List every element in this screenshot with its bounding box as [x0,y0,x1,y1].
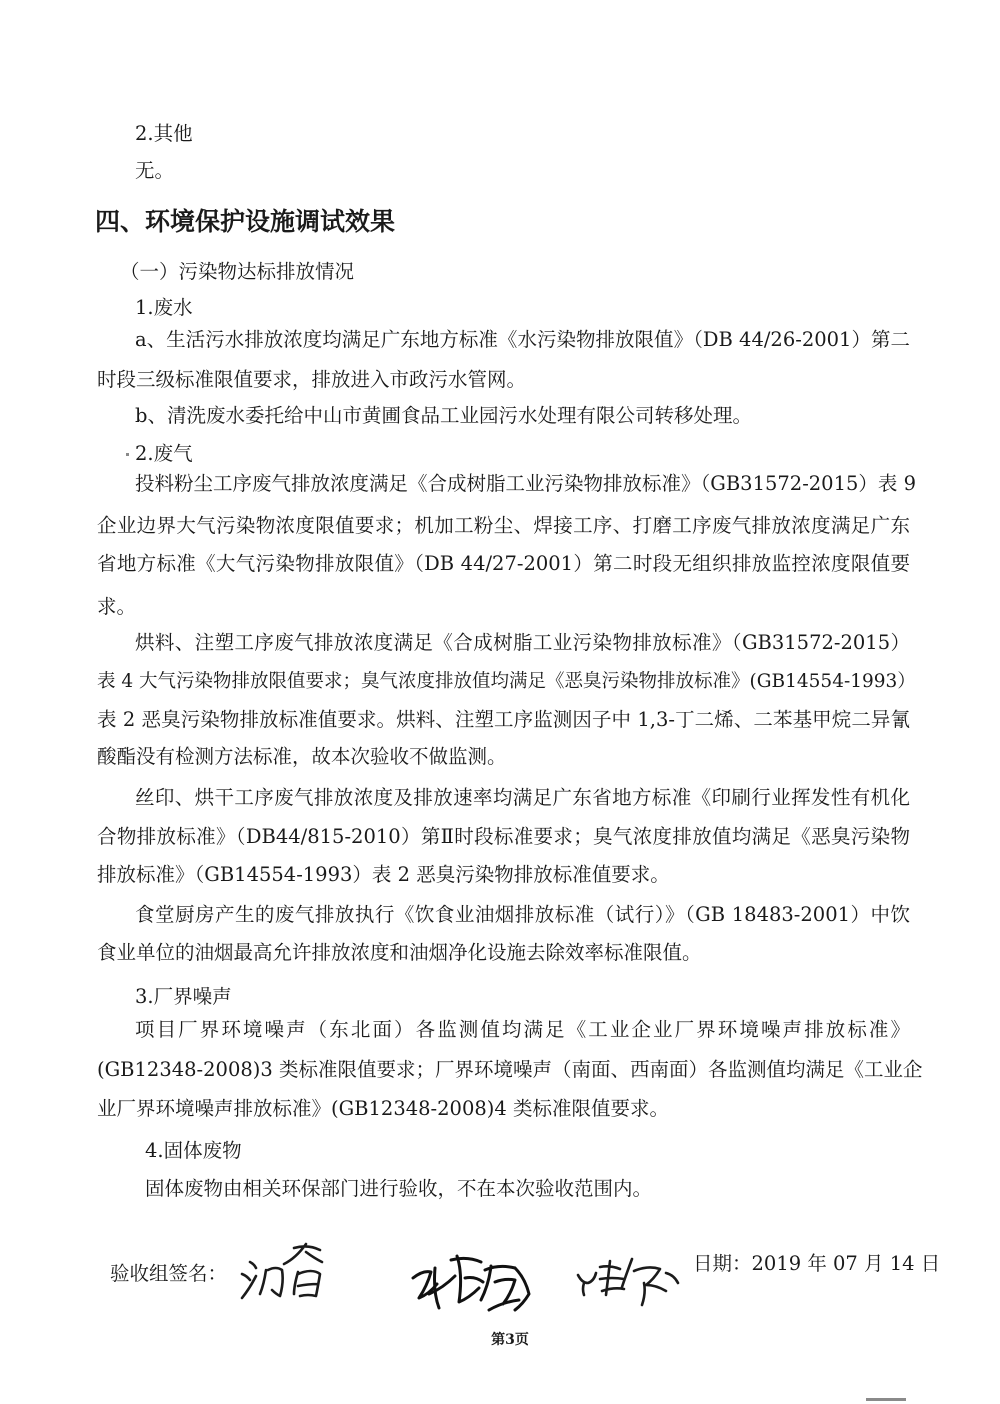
exhaust-p2-line-1: 烘料、注塑工序废气排放浓度满足《合成树脂工业污染物排放标准》（GB31572-2015） [135,631,910,654]
solid-waste-line-1: 固体废物由相关环保部门进行验收，不在本次验收范围内。 [145,1177,653,1200]
handwritten-signature-3 [570,1253,690,1313]
exhaust-p3-line-2: 合物排放标准》（DB44/815-2010）第Ⅱ时段标准要求；臭气浓度排放值均满足《恶臭污染物 [97,825,910,848]
exhaust-p3-line-1: 丝印、烘干工序废气排放浓度及排放速率均满足广东省地方标准《印刷行业挥发性有机化 [135,786,910,809]
noise-line-2: (GB12348-2008)3 类标准限值要求；厂界环境噪声（南面、西南面）各监测值均满足《工业企 [97,1058,923,1081]
scan-speck [126,453,129,456]
subheading-pollutant-discharge: （一）污染物达标排放情况 [120,260,355,283]
scan-edge-mark [866,1398,906,1401]
wastewater-a-line-2: 时段三级标准限值要求，排放进入市政污水管网。 [97,368,527,391]
section-title-solid-waste: 4.固体废物 [145,1139,242,1162]
page-number: 第3页 [491,1332,529,1348]
paragraph-other-text: 无。 [135,159,175,182]
section-title-other: 2.其他 [135,122,193,145]
exhaust-p3-line-3: 排放标准》（GB14554-1993）表 2 恶臭污染物排放标准值要求。 [97,863,670,886]
exhaust-p2-line-2: 表 4 大气污染物排放限值要求；臭气浓度排放值均满足《恶臭污染物排放标准》(GB14554-1993） [97,671,916,692]
heading-section-4: 四、环境保护设施调试效果 [95,207,396,236]
acceptance-date: 日期：2019 年 07 月 14 日 [693,1252,941,1275]
handwritten-signature-2 [405,1248,545,1328]
exhaust-p1-line-4: 求。 [97,595,137,618]
exhaust-p2-line-3: 表 2 恶臭污染物排放标准值要求。烘料、注塑工序监测因子中 1,3-丁二烯、二苯基甲烷二异氰 [97,708,910,731]
exhaust-p1-line-2: 企业边界大气污染物浓度限值要求；机加工粉尘、焊接工序、打磨工序废气排放浓度满足广东 [97,514,910,537]
wastewater-b-line-1: b、清洗废水委托给中山市黄圃食品工业园污水处理有限公司转移处理。 [135,404,752,427]
section-title-noise: 3.厂界噪声 [135,985,232,1008]
noise-line-1: 项目厂界环境噪声（东北面）各监测值均满足《工业企业厂界环境噪声排放标准》 [135,1018,910,1041]
signature-label: 验收组签名： [110,1262,228,1285]
exhaust-p1-line-3: 省地方标准《大气污染物排放限值》（DB 44/27-2001）第二时段无组织排放监控浓度限值要 [97,552,910,575]
exhaust-p2-line-4: 酸酯没有检测方法标准，故本次验收不做监测。 [97,745,507,768]
handwritten-signature-1 [232,1240,352,1310]
noise-line-3: 业厂界环境噪声排放标准》(GB12348-2008)4 类标准限值要求。 [97,1097,669,1120]
section-title-wastewater: 1.废水 [135,296,193,319]
section-title-exhaust: 2.废气 [135,442,193,465]
exhaust-p1-line-1: 投料粉尘工序废气排放浓度满足《合成树脂工业污染物排放标准》（GB31572-2015）表 9 [135,472,917,495]
exhaust-p4-line-2: 食业单位的油烟最高允许排放浓度和油烟净化设施去除效率标准限值。 [97,941,702,964]
wastewater-a-line-1: a、生活污水排放浓度均满足广东地方标准《水污染物排放限值》（DB 44/26-2001）第二 [135,328,910,351]
exhaust-p4-line-1: 食堂厨房产生的废气排放执行《饮食业油烟排放标准（试行）》（GB 18483-2001）中饮 [135,903,910,926]
